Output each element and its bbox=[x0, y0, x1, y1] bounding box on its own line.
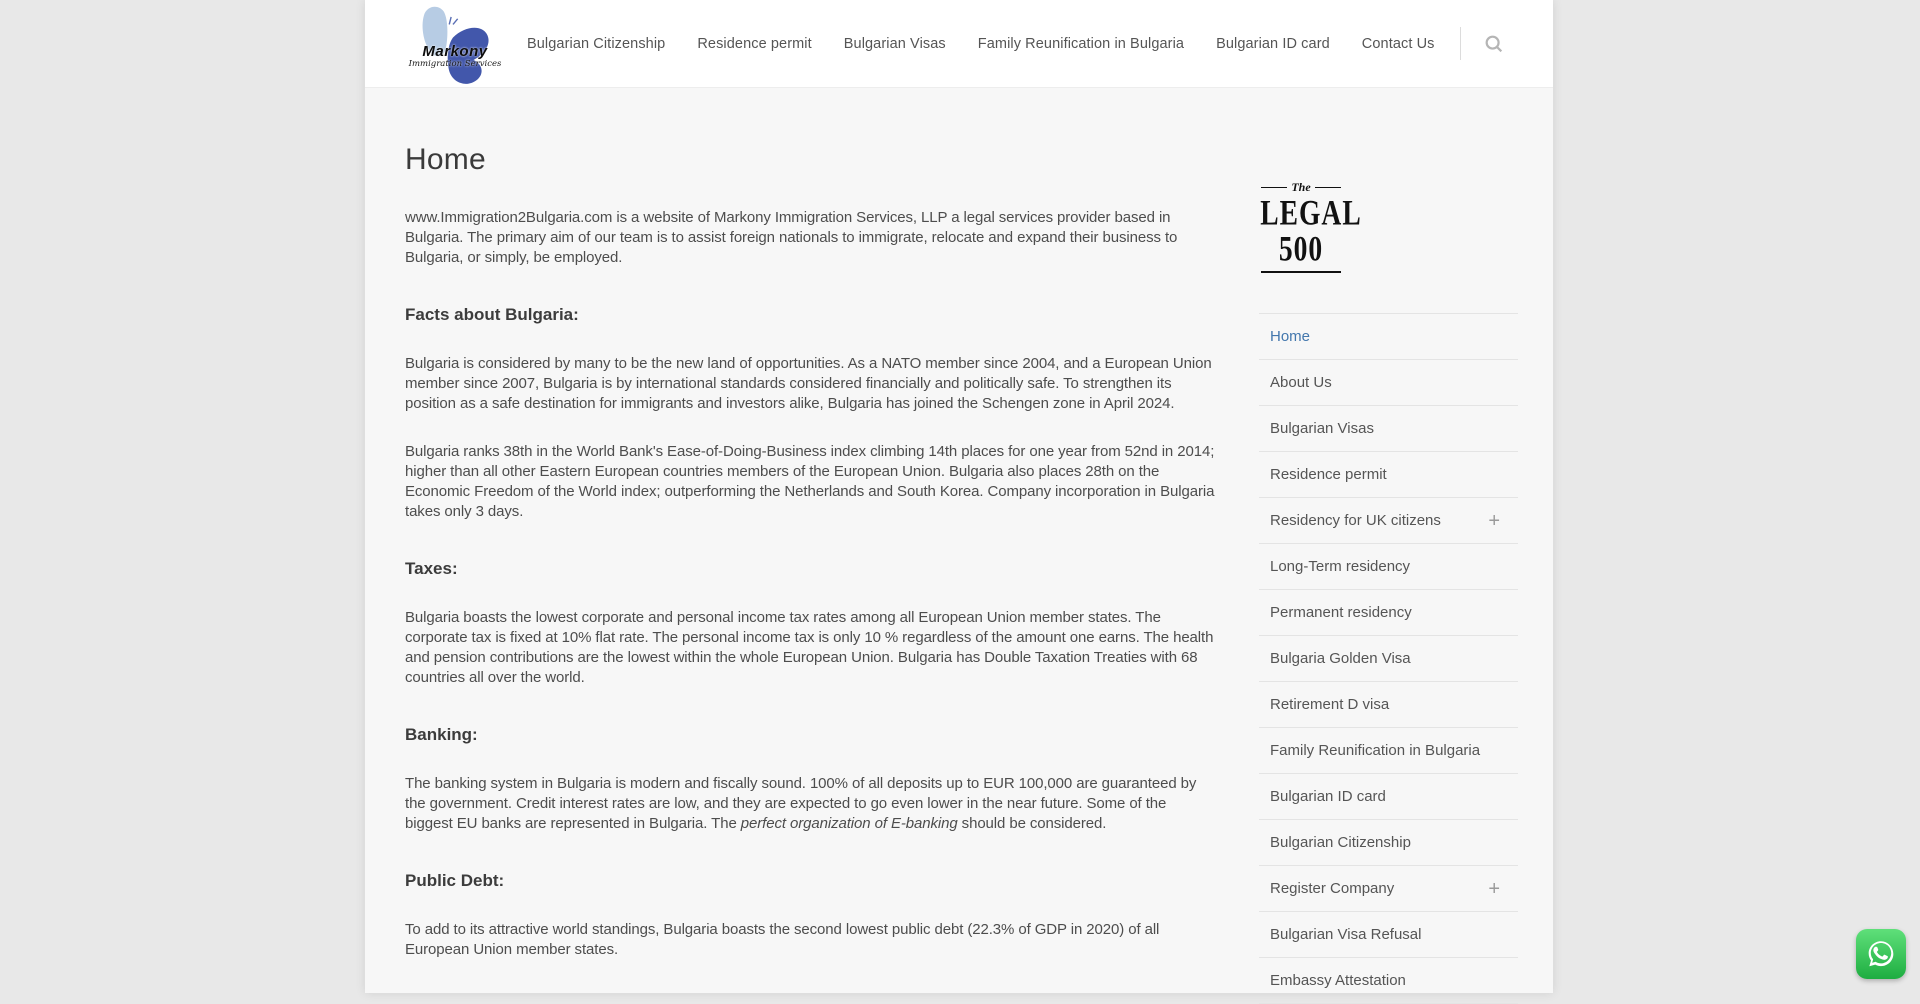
sidebar-item-label: Family Reunification in Bulgaria bbox=[1270, 742, 1481, 759]
section-heading-facts-about-bulgaria: Facts about Bulgaria: bbox=[405, 305, 579, 324]
site-logo[interactable] bbox=[405, 1, 501, 87]
sidebar-item-embassy-attestation[interactable] bbox=[1259, 958, 1518, 1004]
sidebar-item-residency-for-uk-citizens[interactable] bbox=[1259, 498, 1518, 544]
sidebar-item-permanent-residency[interactable] bbox=[1259, 590, 1518, 636]
article-body bbox=[405, 208, 1217, 960]
sidebar-item-label: About Us bbox=[1270, 374, 1332, 391]
sidebar-item-label: Long-Term residency bbox=[1270, 558, 1411, 575]
section-heading-public-debt: Public Debt: bbox=[405, 871, 505, 890]
sidebar-item-label: Home bbox=[1270, 328, 1311, 345]
sidebar-item-bulgarian-id-card[interactable] bbox=[1259, 774, 1518, 820]
sidebar-item-bulgaria-golden-visa[interactable] bbox=[1259, 636, 1518, 682]
sidebar-item-family-reunification-in-bulgaria[interactable] bbox=[1259, 728, 1518, 774]
paragraph: Bulgaria boasts the lowest corporate and personal income tax rates among all European Union member states. The corporate tax is fixed at 10% flat rate. The personal income tax is only 10 % regardless of the amount one earns. The health and pension contributions are the lowest within the whole European Union. Bulgaria has Double Taxation Treaties with 68 countries all over the world. bbox=[405, 609, 1214, 686]
site-container bbox=[365, 0, 1553, 993]
legal500-the: The bbox=[1261, 180, 1341, 195]
sidebar-item-label: Bulgarian ID card bbox=[1270, 788, 1386, 805]
content-area bbox=[365, 88, 1553, 993]
nav-item-contact-us[interactable]: Contact Us bbox=[1361, 35, 1435, 52]
butterfly-logo-icon bbox=[405, 2, 501, 88]
plus-icon[interactable]: + bbox=[1488, 509, 1500, 532]
sidebar-item-long-term-residency[interactable] bbox=[1259, 544, 1518, 590]
sidebar-item-label: Bulgarian Citizenship bbox=[1270, 834, 1411, 851]
sidebar-item-label: Register Company bbox=[1270, 880, 1395, 897]
legal500-legal: LEGAL bbox=[1260, 192, 1362, 233]
whatsapp-button[interactable] bbox=[1856, 929, 1906, 979]
paragraph: The banking system in Bulgaria is modern and fiscally sound. 100% of all deposits up to EUR 100,000 are guaranteed by the government. Credit interest rates are low, and they are expected to go even lower in the near future. Some of the biggest EU banks are represented in Bulgaria. The perfect organization of E-banking should be considered. bbox=[405, 775, 1197, 832]
main-nav bbox=[527, 36, 1435, 52]
nav-item-residence-permit[interactable]: Residence permit bbox=[697, 35, 812, 52]
nav-item-bulgarian-id-card[interactable]: Bulgarian ID card bbox=[1216, 35, 1330, 52]
sidebar-item-label: Embassy Attestation bbox=[1270, 972, 1406, 989]
sidebar-item-label: Bulgarian Visa Refusal bbox=[1270, 926, 1422, 943]
paragraph: www.Immigration2Bulgaria.com is a website of Markony Immigration Services, LLP a legal services provider based in Bulgaria. The primary aim of our team is to assist foreign nationals to immigrate, relocate and expand their business to Bulgaria, or simply, be employed. bbox=[405, 209, 1178, 266]
sidebar-item-label: Residency for UK citizens bbox=[1270, 512, 1441, 529]
logo-tagline: Immigration Services bbox=[408, 58, 502, 69]
sidebar-item-label: Bulgarian Visas bbox=[1270, 420, 1374, 437]
paragraph: To add to its attractive world standings, Bulgaria boasts the second lowest public debt (22.3% of GDP in 2020) of all European Union member states. bbox=[405, 921, 1160, 958]
header-divider bbox=[1460, 27, 1461, 60]
sidebar-item-label: Residence permit bbox=[1270, 466, 1387, 483]
sidebar-item-retirement-d-visa[interactable] bbox=[1259, 682, 1518, 728]
section-heading-banking: Banking: bbox=[405, 725, 478, 744]
sidebar bbox=[1259, 180, 1518, 1004]
header-right bbox=[1460, 23, 1515, 65]
paragraph: Bulgaria is considered by many to be the new land of opportunities. As a NATO member since 2004, and a European Union member since 2007, Bulgaria is by international standards considered financially and politically safe. To strengthen its position as a safe destination for immigrants and investors alike, Bulgaria has joined the Schengen zone in April 2024. bbox=[405, 355, 1212, 412]
sidebar-item-about-us[interactable] bbox=[1259, 360, 1518, 406]
sidebar-item-bulgarian-visa-refusal[interactable] bbox=[1259, 912, 1518, 958]
sidebar-menu bbox=[1259, 313, 1518, 1004]
site-header bbox=[365, 0, 1553, 88]
nav-item-family-reunification-in-bulgaria[interactable]: Family Reunification in Bulgaria bbox=[977, 35, 1185, 52]
main-column bbox=[405, 88, 1217, 960]
sidebar-item-home[interactable] bbox=[1259, 314, 1518, 360]
legal500-500: 500 bbox=[1278, 228, 1324, 269]
sidebar-item-bulgarian-citizenship[interactable] bbox=[1259, 820, 1518, 866]
search-icon bbox=[1483, 33, 1505, 55]
legal500-rule bbox=[1261, 271, 1341, 273]
sidebar-item-label: Bulgaria Golden Visa bbox=[1270, 650, 1411, 667]
sidebar-item-register-company[interactable] bbox=[1259, 866, 1518, 912]
section-heading-taxes: Taxes: bbox=[405, 559, 458, 578]
logo-name: Markony bbox=[422, 42, 488, 60]
sidebar-item-bulgarian-visas[interactable] bbox=[1259, 406, 1518, 452]
sidebar-item-residence-permit[interactable] bbox=[1259, 452, 1518, 498]
search-button[interactable] bbox=[1473, 23, 1515, 65]
whatsapp-icon bbox=[1864, 937, 1898, 971]
sidebar-item-label: Retirement D visa bbox=[1270, 696, 1390, 713]
legal500-badge bbox=[1260, 180, 1362, 273]
nav-item-bulgarian-visas[interactable]: Bulgarian Visas bbox=[843, 35, 946, 52]
plus-icon[interactable]: + bbox=[1488, 877, 1500, 900]
sidebar-item-label: Permanent residency bbox=[1270, 604, 1412, 621]
page-title: Home bbox=[405, 143, 486, 176]
nav-item-bulgarian-citizenship[interactable]: Bulgarian Citizenship bbox=[527, 35, 666, 52]
paragraph: Bulgaria ranks 38th in the World Bank's Ease-of-Doing-Business index climbing 14th places for one year from 52nd in 2014; higher than all other Eastern European countries members of the European Union. Bulgaria also places 28th on the Economic Freedom of the World index; outperforming the Netherlands and South Korea. Company incorporation in Bulgaria takes only 3 days. bbox=[405, 443, 1215, 520]
